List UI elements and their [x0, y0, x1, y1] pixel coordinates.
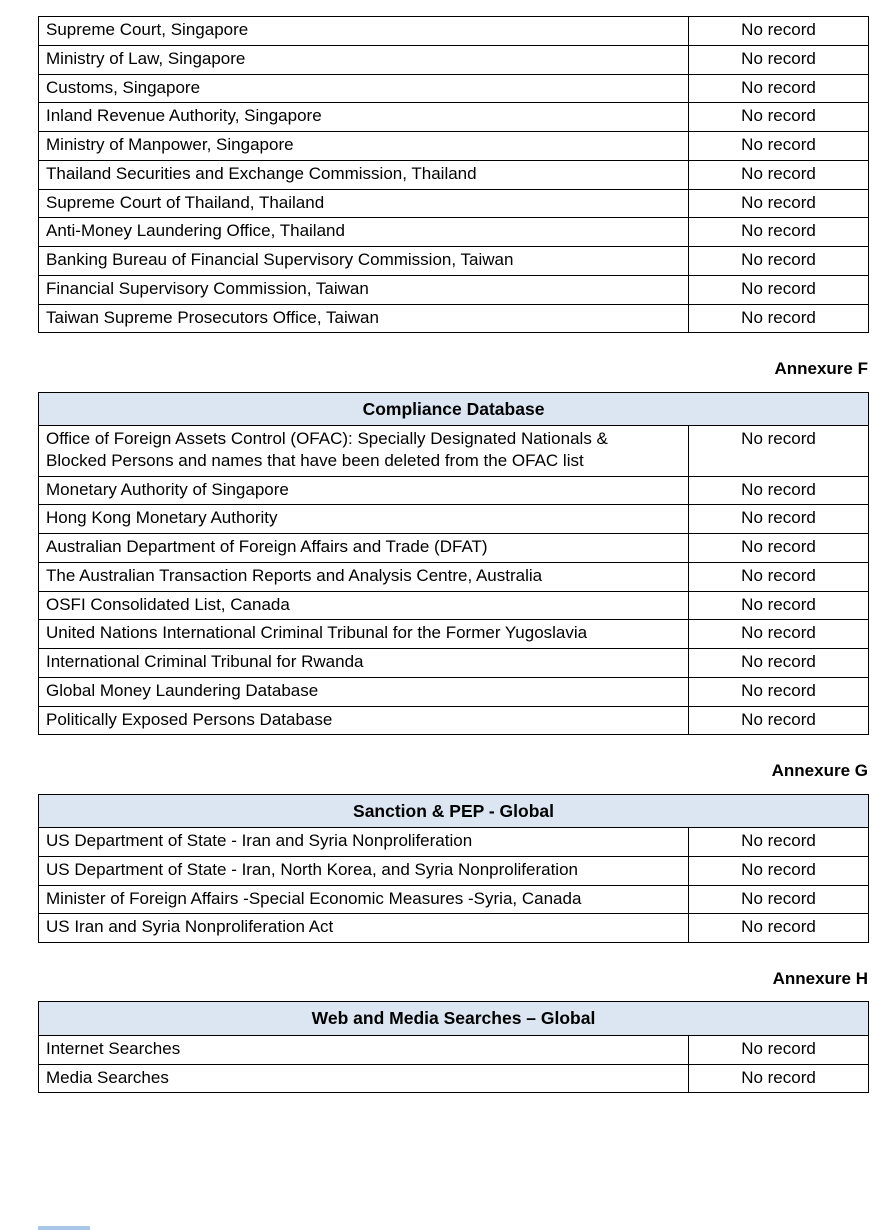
status-cell: No record	[689, 885, 869, 914]
table-row	[39, 247, 869, 276]
table-row	[39, 1064, 869, 1093]
source-cell: United Nations International Criminal Tribunal for the Former Yugoslavia	[39, 620, 689, 649]
source-cell: US Iran and Syria Nonproliferation Act	[39, 914, 689, 943]
source-cell: Taiwan Supreme Prosecutors Office, Taiwan	[39, 304, 689, 333]
source-cell: Supreme Court, Singapore	[39, 17, 689, 46]
source-cell: Supreme Court of Thailand, Thailand	[39, 189, 689, 218]
status-cell: No record	[689, 856, 869, 885]
table-row	[39, 1035, 869, 1064]
table-row	[39, 706, 869, 735]
annexure-label-annexure-f: Annexure F	[774, 359, 868, 379]
status-cell: No record	[689, 620, 869, 649]
table-row	[39, 103, 869, 132]
table-compliance-database	[38, 392, 869, 736]
table-title: Sanction & PEP - Global	[39, 794, 869, 827]
table-row	[39, 562, 869, 591]
status-cell: No record	[689, 706, 869, 735]
source-cell: Global Money Laundering Database	[39, 677, 689, 706]
source-cell: Media Searches	[39, 1064, 689, 1093]
table-row	[39, 649, 869, 678]
source-cell: Thailand Securities and Exchange Commission, Thailand	[39, 160, 689, 189]
status-cell: No record	[689, 562, 869, 591]
status-cell: No record	[689, 189, 869, 218]
table-row	[39, 160, 869, 189]
status-cell: No record	[689, 649, 869, 678]
status-cell: No record	[689, 17, 869, 46]
table-row	[39, 132, 869, 161]
source-cell: Banking Bureau of Financial Supervisory Commission, Taiwan	[39, 247, 689, 276]
table-row	[39, 218, 869, 247]
table-row	[39, 17, 869, 46]
footer-fragment	[38, 1226, 90, 1230]
table-row	[39, 534, 869, 563]
source-cell: The Australian Transaction Reports and Analysis Centre, Australia	[39, 562, 689, 591]
source-cell: Internet Searches	[39, 1035, 689, 1064]
table-row	[39, 74, 869, 103]
source-cell: Ministry of Law, Singapore	[39, 45, 689, 74]
annexure-label-annexure-g: Annexure G	[771, 761, 868, 781]
status-cell: No record	[689, 218, 869, 247]
source-cell: Ministry of Manpower, Singapore	[39, 132, 689, 161]
source-cell: International Criminal Tribunal for Rwanda	[39, 649, 689, 678]
source-cell: US Department of State - Iran, North Korea, and Syria Nonproliferation	[39, 856, 689, 885]
table-row	[39, 828, 869, 857]
source-cell: Office of Foreign Assets Control (OFAC): Specially Designated Nationals & Blocked Persons and names that have been deleted from the OFAC list	[39, 426, 689, 477]
status-cell: No record	[689, 914, 869, 943]
status-cell: No record	[689, 677, 869, 706]
source-cell: Minister of Foreign Affairs -Special Economic Measures -Syria, Canada	[39, 885, 689, 914]
table-row	[39, 914, 869, 943]
status-cell: No record	[689, 304, 869, 333]
status-cell: No record	[689, 160, 869, 189]
table-header-row	[39, 1002, 869, 1035]
status-cell: No record	[689, 828, 869, 857]
source-cell: Monetary Authority of Singapore	[39, 476, 689, 505]
table-row	[39, 189, 869, 218]
table-row	[39, 426, 869, 477]
source-cell: Hong Kong Monetary Authority	[39, 505, 689, 534]
source-cell: Customs, Singapore	[39, 74, 689, 103]
status-cell: No record	[689, 45, 869, 74]
source-cell: Anti-Money Laundering Office, Thailand	[39, 218, 689, 247]
table-row	[39, 275, 869, 304]
table-row	[39, 856, 869, 885]
table-title: Compliance Database	[39, 392, 869, 425]
table-results	[38, 16, 869, 333]
status-cell: No record	[689, 132, 869, 161]
status-cell: No record	[689, 1064, 869, 1093]
status-cell: No record	[689, 103, 869, 132]
source-cell: Australian Department of Foreign Affairs and Trade (DFAT)	[39, 534, 689, 563]
annexure-label-annexure-h: Annexure H	[772, 969, 868, 989]
status-cell: No record	[689, 534, 869, 563]
table-row	[39, 505, 869, 534]
table-title: Web and Media Searches – Global	[39, 1002, 869, 1035]
source-cell: US Department of State - Iran and Syria Nonproliferation	[39, 828, 689, 857]
status-cell: No record	[689, 426, 869, 477]
status-cell: No record	[689, 275, 869, 304]
table-web-and-media-searches-global	[38, 1001, 869, 1093]
table-header-row	[39, 392, 869, 425]
table-row	[39, 45, 869, 74]
status-cell: No record	[689, 476, 869, 505]
source-cell: Financial Supervisory Commission, Taiwan	[39, 275, 689, 304]
table-row	[39, 591, 869, 620]
table-row	[39, 677, 869, 706]
table-row	[39, 885, 869, 914]
source-cell: OSFI Consolidated List, Canada	[39, 591, 689, 620]
status-cell: No record	[689, 247, 869, 276]
table-row	[39, 620, 869, 649]
source-cell: Politically Exposed Persons Database	[39, 706, 689, 735]
status-cell: No record	[689, 1035, 869, 1064]
report-tables-container	[38, 16, 894, 1093]
table-sanction-pep-global	[38, 794, 869, 943]
table-row	[39, 304, 869, 333]
table-row	[39, 476, 869, 505]
table-header-row	[39, 794, 869, 827]
status-cell: No record	[689, 505, 869, 534]
source-cell: Inland Revenue Authority, Singapore	[39, 103, 689, 132]
status-cell: No record	[689, 591, 869, 620]
status-cell: No record	[689, 74, 869, 103]
